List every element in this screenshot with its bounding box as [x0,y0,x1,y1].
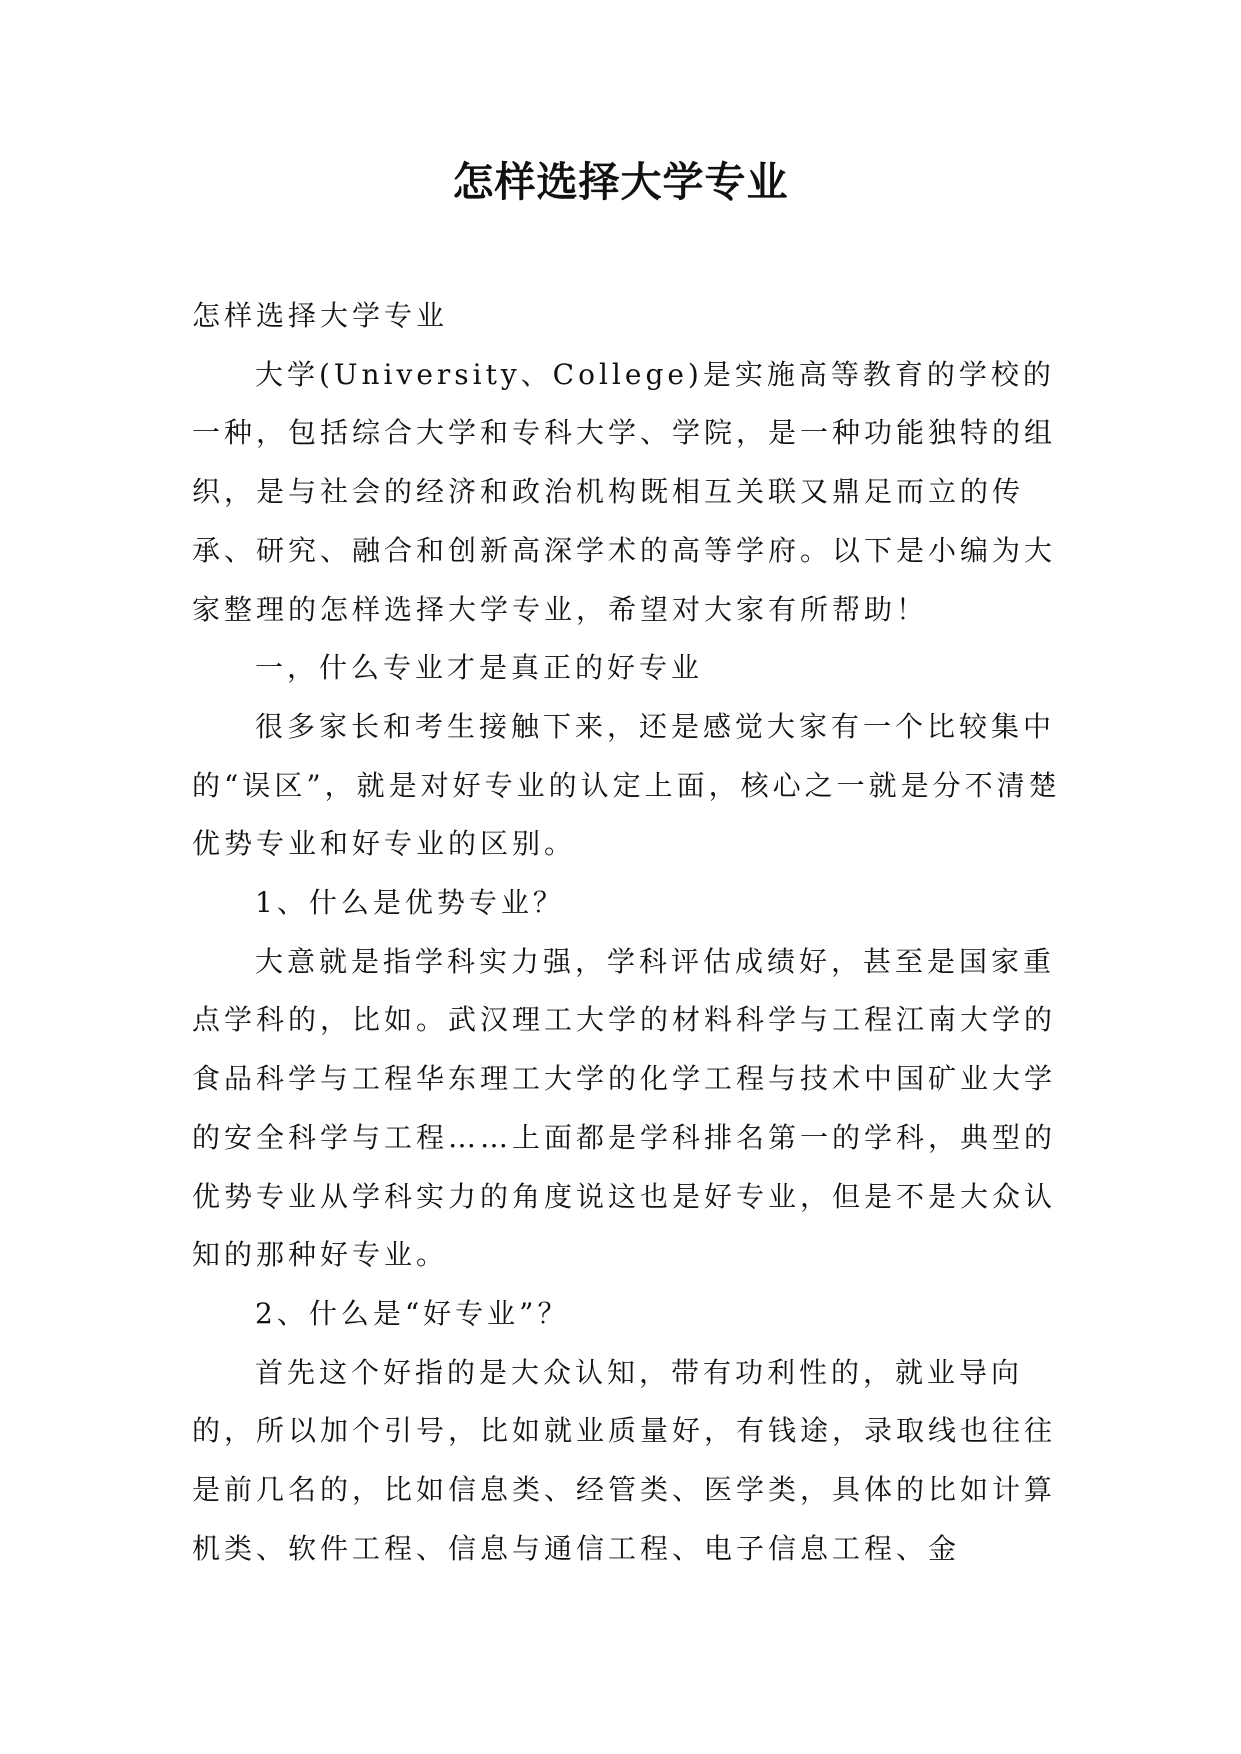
document-subtitle: 怎样选择大学专业 [192,299,449,332]
document-title: 怎样选择大学专业 [452,158,789,206]
good-major-paragraph: 首先这个好指的是大众认知，带有功利性的，就业导向的，所以加个引号，比如就业质量好，有钱途，录取线也往往是前几名的，比如信息类、经管类、医学类，具体的比如计算机类、软件工程、信息与通信工程、电子信息工程、金 [192,1355,1057,1565]
advantage-major-paragraph: 大意就是指学科实力强，学科评估成绩好，甚至是国家重点学科的，比如。武汉理工大学的材料科学与工程江南大学的食品科学与工程华东理工大学的化学工程与技术中国矿业大学的安全科学与工程……上面都是学科排名第一的学科，典型的优势专业从学科实力的角度说这也是好专业，但是不是大众认知的那种好专业。 [192,944,1057,1272]
subheading-good-major: 2、什么是“好专业”？ [255,1296,570,1330]
subheading-advantage-major: 1、什么是优势专业？ [255,886,565,920]
document-body [192,287,1072,1578]
misconception-paragraph: 很多家长和考生接触下来，还是感觉大家有一个比较集中的“误区”，就是对好专业的认定上面，核心之一就是分不清楚优势专业和好专业的区别。 [192,709,1061,861]
intro-paragraph: 大学(University、College)是实施高等教育的学校的一种，包括综合大学和专科大学、学院，是一种功能独特的组织，是与社会的经济和政治机构既相互关联又鼎足而立的传承、研究、融合和创新高深学术的高等学府。以下是小编为大家整理的怎样选择大学专业，希望对大家有所帮助！ [192,357,1057,626]
section-heading-good-major: 一，什么专业才是真正的好专业 [255,651,704,685]
